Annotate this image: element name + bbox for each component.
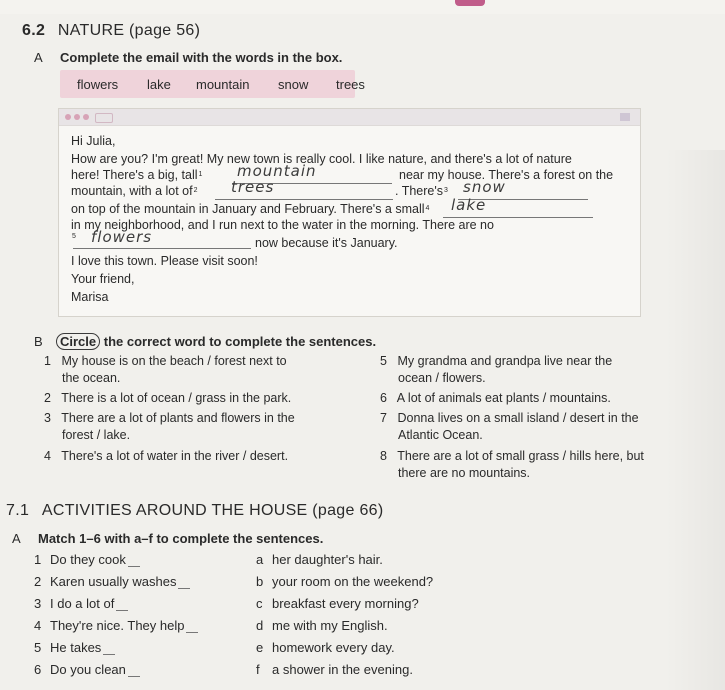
match-text: a shower in the evening. [272,662,413,677]
question-text: A lot of animals eat plants / mountains. [396,391,611,405]
email-line: I love this town. Please visit soon! [71,254,258,268]
question-number: 5 [380,354,387,368]
question-item [380,390,611,407]
question-text: forest / lake. [62,428,131,442]
handwritten-answer: trees [231,178,275,196]
match-text: I do a lot of [50,596,115,611]
match-letter: f [256,662,260,677]
match-text: He takes [50,640,102,655]
question-number: 7 [380,411,387,425]
question-number: 6 [380,391,387,405]
email-line [71,183,198,199]
toolbar-square-icon [620,113,630,121]
email-line: in my neighborhood, and I run next to the water in the morning. There are no [71,218,494,232]
blank-number: 4 [425,205,430,212]
match-letter: a [256,552,264,567]
question-text: My grandma and grandpa live near the [397,354,613,368]
blank-number: 1 [198,171,203,178]
word-box-item: snow [278,77,309,92]
question-text: Donna lives on a small island / desert in the [397,411,639,425]
close-dot-icon [65,114,71,120]
match-item-left [34,574,190,589]
match-text: Do you clean [50,662,126,677]
circled-word: Circle [56,333,100,350]
question-text: There's a lot of water in the river / desert. [61,449,289,463]
match-item-right [256,552,383,567]
word-box-item: mountain [196,77,250,92]
word-box-item: lake [147,77,171,92]
exercise-instruction: Match 1–6 with a–f to complete the sentences. [38,531,324,546]
match-item-left [34,640,115,655]
email-greeting: Hi Julia, [71,134,116,148]
match-text: They're nice. They help [50,618,185,633]
email-toolbar [59,109,640,126]
question-item [44,448,288,465]
email-line: now because it's January. [255,236,398,250]
match-item-right [256,596,419,611]
email-window [58,108,641,317]
match-text: Do they cook [50,552,126,567]
word-box [60,70,365,98]
match-letter: c [256,596,263,611]
match-item-left [34,596,128,611]
email-text: . There's [395,184,444,198]
match-text: homework every day. [272,640,395,655]
match-item-left [34,618,198,633]
match-number: 1 [34,552,42,567]
instruction-text: the correct word to complete the sentences. [103,334,377,349]
blank-number: 3 [444,187,448,194]
match-item-right [256,574,433,589]
email-line: How are you? I'm great! My new town is really cool. I like nature, and there's a lot of nature [71,152,572,166]
question-item [380,353,612,387]
email-text: on top of the mountain in January and February. There's a small [71,202,425,216]
match-text: her daughter's hair. [272,552,383,567]
match-item-left [34,552,140,567]
question-text: Atlantic Ocean. [398,428,483,442]
answer-blank [103,642,115,655]
question-number: 1 [44,354,51,368]
question-item [44,353,287,387]
email-text: mountain, with a lot of [71,184,193,198]
question-text: There is a lot of ocean / grass in the park. [61,391,292,405]
email-text: here! There's a big, tall [71,168,198,182]
question-item [380,448,644,482]
page-tab-marker [455,0,485,6]
match-number: 4 [34,618,42,633]
match-item-right [256,662,413,677]
section-number: 7.1 [6,502,30,519]
exercise-instruction: Complete the email with the words in the box. [60,50,343,65]
match-letter: e [256,640,264,655]
question-text: There are a lot of small grass / hills here, but [397,449,644,463]
question-number: 4 [44,449,51,463]
exercise-letter: A [12,531,21,546]
page-top-band [0,0,725,14]
minimize-dot-icon [74,114,80,120]
match-item-right [256,618,388,633]
email-line [71,167,202,183]
match-number: 3 [34,596,42,611]
match-number: 2 [34,574,42,589]
question-text: ocean / flowers. [398,371,486,385]
question-item [44,390,291,407]
match-text: me with my English. [272,618,388,633]
question-number: 3 [44,411,51,425]
answer-blank [186,620,198,633]
email-signature: Marisa [71,290,109,304]
email-line: near my house. There's a forest on the [399,168,614,182]
page-shadow [665,150,725,690]
nav-arrows-icon [95,113,113,123]
match-text: Karen usually washes [50,574,177,589]
section-title: NATURE (page 56) [57,22,201,39]
section-heading [6,502,383,520]
word-box-item: flowers [77,77,119,92]
maximize-dot-icon [83,114,89,120]
section-number: 6.2 [22,22,46,39]
blank-number: 2 [193,187,198,194]
handwritten-answer: snow [463,178,506,196]
question-number: 2 [44,391,51,405]
question-text: there are no mountains. [398,466,531,480]
email-closing: Your friend, [71,272,135,286]
question-text: My house is on the beach / forest next to [61,354,287,368]
question-number: 8 [380,449,387,463]
match-text: your room on the weekend? [272,574,434,589]
answer-blank [116,598,128,611]
blank-number: 5 [72,233,76,240]
answer-blank [178,576,190,589]
exercise-instruction [60,333,376,350]
answer-blank [128,554,140,567]
email-line [71,201,429,217]
section-title: ACTIVITIES AROUND THE HOUSE (page 66) [41,502,384,519]
match-item-left [34,662,140,677]
match-letter: b [256,574,264,589]
section-heading [22,22,200,40]
handwritten-answer: mountain [237,162,317,180]
match-letter: d [256,618,264,633]
question-text: the ocean. [62,371,121,385]
email-line [395,183,448,199]
word-box-item: trees [336,77,365,92]
match-number: 6 [34,662,42,677]
exercise-letter: B [34,334,43,349]
match-text: breakfast every morning? [272,596,419,611]
question-item [380,410,639,444]
match-item-right [256,640,395,655]
answer-blank [128,664,140,677]
match-number: 5 [34,640,42,655]
handwritten-answer: lake [451,196,487,214]
handwritten-answer: flowers [91,228,153,246]
question-text: There are a lot of plants and flowers in the [61,411,295,425]
exercise-letter: A [34,50,43,65]
question-item [44,410,295,444]
